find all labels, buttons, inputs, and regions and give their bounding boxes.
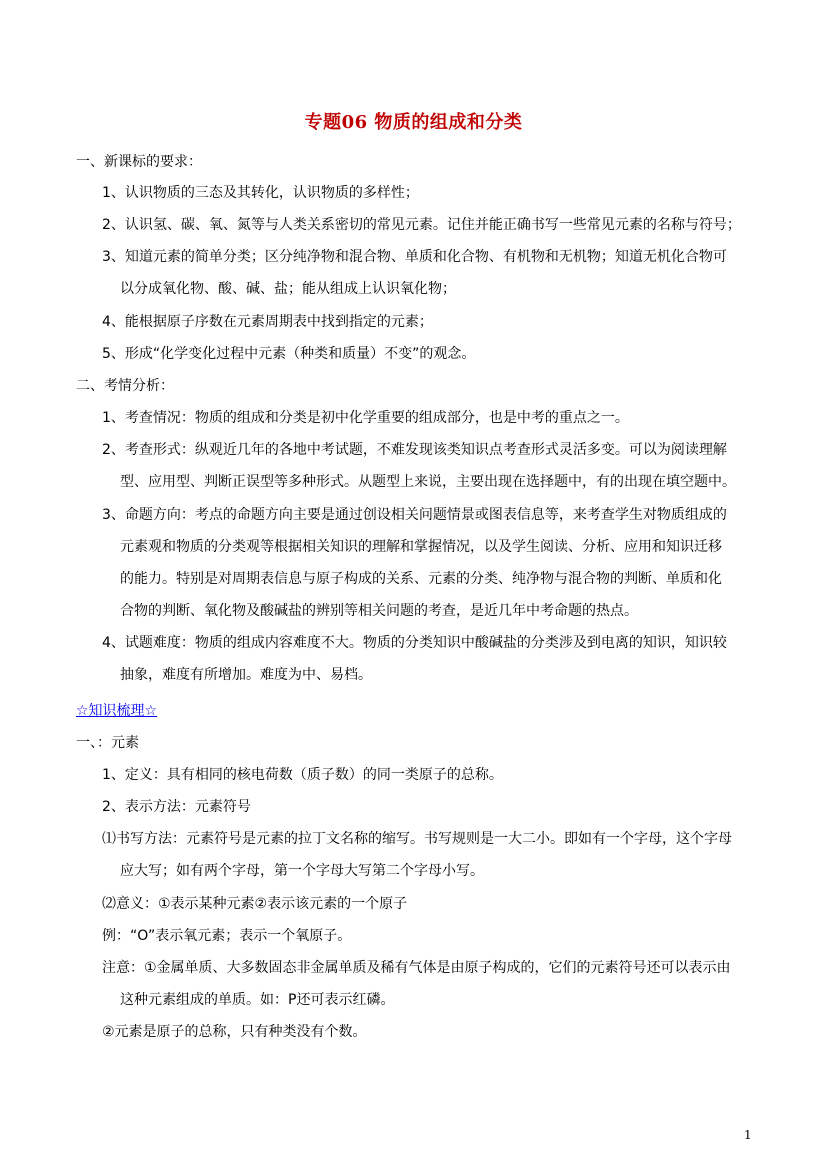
text-line: 合物的判断、氧化物及酸碱盐的辨别等相关问题的考查，是近几年中考命题的热点。 — [120, 603, 638, 619]
text-line: 1、考查情况：物质的组成和分类是初中化学重要的组成部分，也是中考的重点之一。 — [102, 410, 629, 426]
text-line: 2、认识氢、碳、氧、氮等与人类关系密切的常见元素。记住并能正确书写一些常见元素的名称与符号； — [102, 217, 741, 233]
text-line: 3、命题方向：考点的命题方向主要是通过创设相关问题情景或图表信息等，来考查学生对物质组成的 — [102, 507, 727, 523]
text-line: 注意：①金属单质、大多数固态非金属单质及稀有气体是由原子构成的，它们的元素符号还可以表示由 — [102, 960, 731, 976]
text-line: ②元素是原子的总称，只有种类没有个数。 — [102, 1024, 367, 1040]
text-line: ⑴书写方法：元素符号是元素的拉丁文名称的缩写。书写规则是一大二小。即如有一个字母，这个字母 — [102, 831, 732, 847]
text-line: 3、知道元素的简单分类；区分纯净物和混合物、单质和化合物、有机物和无机物；知道无机化合物可 — [102, 249, 727, 265]
text-line: 型、应用型、判断正误型等多种形式。从题型上来说，主要出现在选择题中，有的出现在填空题中。 — [120, 474, 736, 490]
text-line: 抽象，难度有所增加。难度为中、易档。 — [120, 667, 372, 683]
text-line: 一、：元素 — [76, 735, 139, 751]
text-line: 4、试题难度：物质的组成内容难度不大。物质的分类知识中酸碱盐的分类涉及到电离的知识，知识较 — [102, 635, 727, 651]
text-line: 5、形成“化学变化过程中元素（种类和质量）不变”的观念。 — [102, 346, 476, 362]
text-line: 应大写；如有两个字母，第一个字母大写第二个字母小写。 — [120, 863, 484, 879]
text-line: 元素观和物质的分类观等根据相关知识的理解和掌握情况，以及学生阅读、分析、应用和知识迁移 — [120, 539, 722, 555]
page-number: 1 — [744, 1128, 752, 1142]
text-line: 2、考查形式：纵观近几年的各地中考试题，不难发现该类知识点考查形式灵活多变。可以为阅读理解 — [102, 442, 727, 458]
section-link-knowledge[interactable]: ☆知识梳理☆ — [76, 703, 158, 719]
text-line: 的能力。特别是对周期表信息与原子构成的关系、元素的分类、纯净物与混合物的判断、单质和化 — [120, 571, 722, 587]
text-line: ⑵意义：①表示某种元素②表示该元素的一个原子 — [102, 896, 408, 912]
text-line: 1、定义：具有相同的核电荷数（质子数）的同一类原子的总称。 — [102, 767, 503, 783]
text-line: 二、考情分析： — [76, 378, 174, 394]
document-title: 专题06 物质的组成和分类 — [304, 112, 523, 133]
text-line: 例：“O”表示氧元素；表示一个氧原子。 — [102, 928, 352, 944]
text-line: 4、能根据原子序数在元素周期表中找到指定的元素； — [102, 314, 433, 330]
text-line: 一、新课标的要求： — [76, 154, 202, 170]
text-line: 1、认识物质的三态及其转化，认识物质的多样性； — [102, 185, 419, 201]
text-line: 2、表示方法：元素符号 — [102, 799, 251, 815]
text-line: 以分成氧化物、酸、碱、盐；能从组成上认识氧化物； — [120, 281, 456, 297]
text-line: 这种元素组成的单质。如：P还可表示红磷。 — [120, 992, 395, 1008]
